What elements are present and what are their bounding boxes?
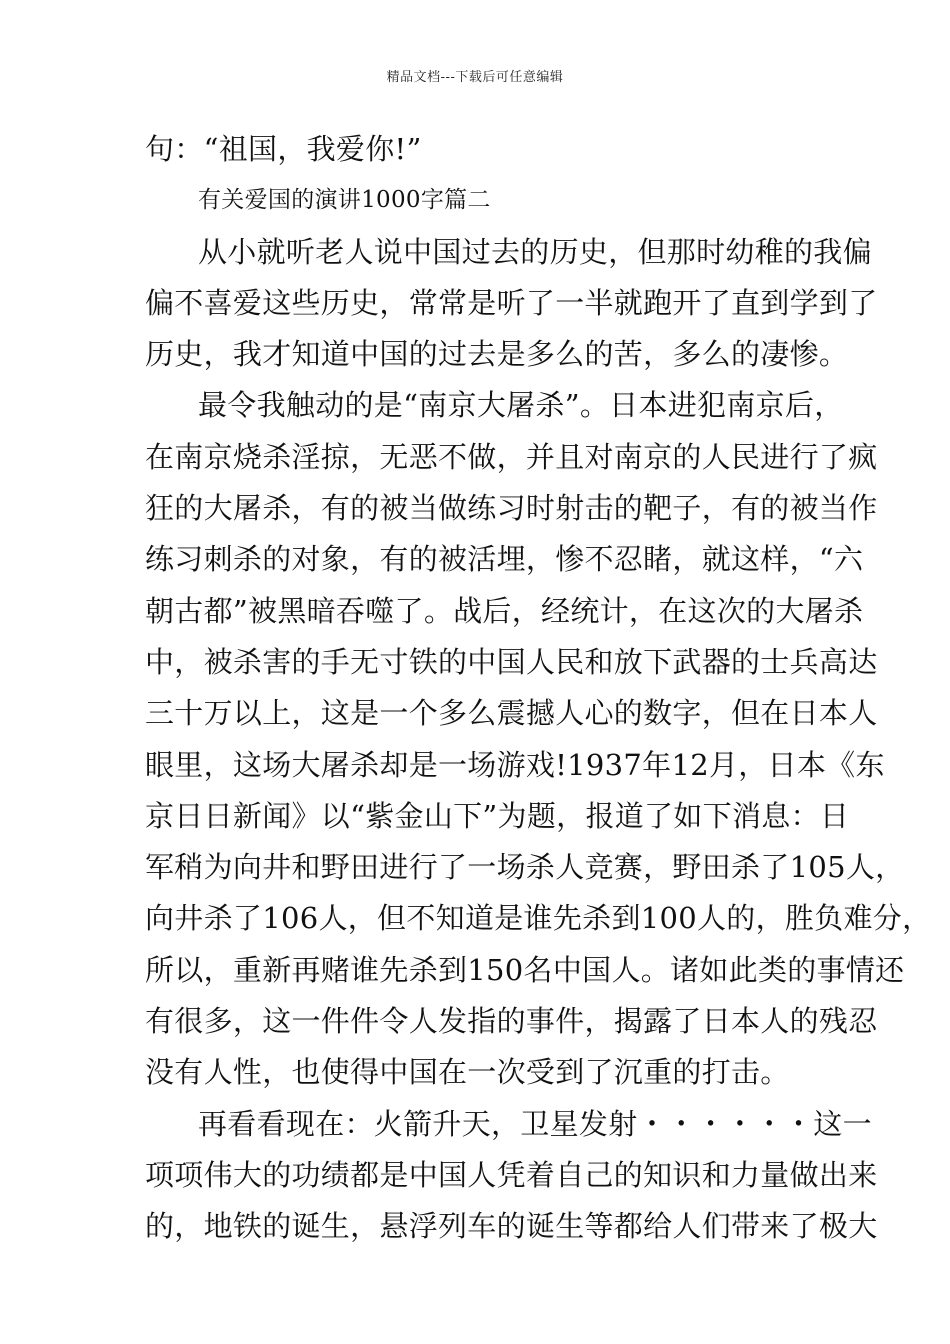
page-header: 精品文档---下载后可任意编辑 [386,70,564,85]
paragraph-line: 京日日新闻》以“紫金山下”为题，报道了如下消息：日 [145,798,850,833]
paragraph-line: 的，地铁的诞生，悬浮列车的诞生等都给人们带来了极大 [145,1209,878,1244]
paragraph-line: 中，被杀害的手无寸铁的中国人民和放下武器的士兵高达 [145,644,878,679]
paragraph-line: 没有人性，也使得中国在一次受到了沉重的打击。 [145,1055,790,1090]
body-text [145,124,932,1253]
section-subtitle: 有关爱国的演讲1000字篇二 [198,187,491,214]
paragraph-line: 狂的大屠杀，有的被当做练习时射击的靶子，有的被当作 [145,491,878,526]
paragraph-line: 再看看现在：火箭升天，卫星发射・・・・・・这一 [198,1106,872,1141]
text-line: 句：“祖国，我爱你!” [145,132,422,166]
paragraph-line: 三十万以上，这是一个多么震撼人心的数字，但在日本人 [145,696,878,731]
paragraph-line: 所以，重新再赌谁先杀到150名中国人。诸如此类的事情还 [145,952,905,987]
paragraph-line: 军稍为向井和野田进行了一场杀人竞赛，野田杀了105人， [145,850,905,885]
paragraph-line: 练习刺杀的对象，有的被活埋，惨不忍睹，就这样，“六 [145,542,864,577]
paragraph-line: 历史，我才知道中国的过去是多么的苦，多么的凄惨。 [145,337,849,372]
paragraph-line: 项项伟大的功绩都是中国人凭着自己的知识和力量做出来 [145,1157,878,1192]
paragraph-line: 从小就听老人说中国过去的历史，但那时幼稚的我偏 [198,234,872,269]
paragraph-line: 偏不喜爱这些历史，常常是听了一半就跑开了直到学到了 [145,285,878,320]
paragraph-line: 在南京烧杀淫掠，无恶不做，并且对南京的人民进行了疯 [145,439,878,474]
paragraph-line: 朝古都”被黑暗吞噬了。战后，经统计，在这次的大屠杀 [145,593,864,628]
paragraph-line: 向井杀了106人，但不知道是谁先杀到100人的，胜负难分， [145,901,932,936]
paragraph-line: 最令我触动的是“南京大屠杀”。日本进犯南京后， [198,388,844,423]
paragraph-line: 眼里，这场大屠杀却是一场游戏!1937年12月，日本《东 [145,747,885,782]
paragraph-line: 有很多，这一件件令人发指的事件，揭露了日本人的残忍 [145,1004,878,1039]
